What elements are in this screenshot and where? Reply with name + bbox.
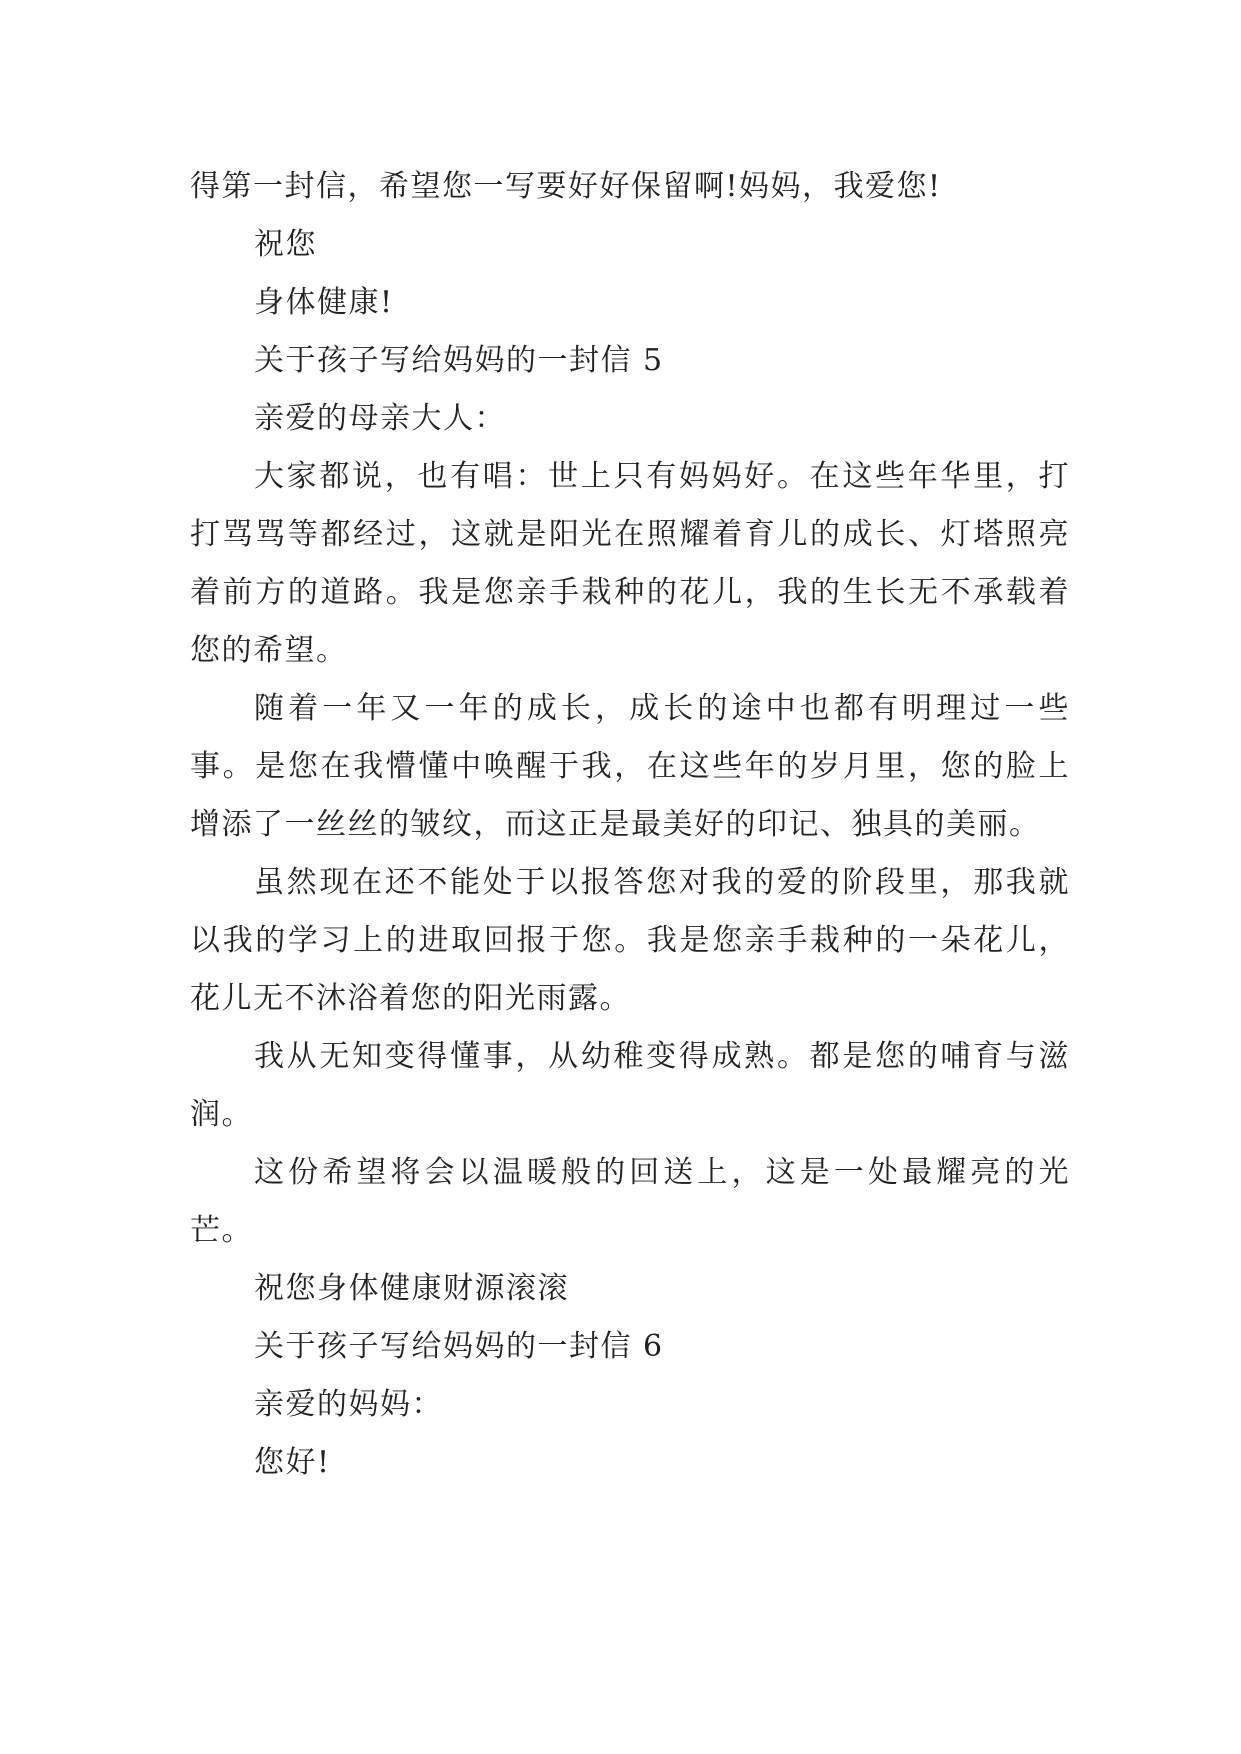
letter-body (190, 158, 1070, 1492)
section-heading: 关于孩子写给妈妈的一封信 6 (254, 1329, 664, 1364)
salutation: 亲爱的母亲大人： (254, 401, 506, 436)
paragraph: 大家都说，也有唱：世上只有妈妈好。在这些年华里，打打骂骂等都经过，这就是阳光在照耀着育儿的成长、灯塔照亮着前方的道路。我是您亲手栽种的花儿，我的生长无不承载着您的希望。 (190, 459, 1070, 668)
salutation: 亲爱的妈妈： (254, 1387, 443, 1422)
paragraph: 祝您 (254, 227, 317, 262)
paragraph: 这份希望将会以温暖般的回送上，这是一处最耀亮的光芒。 (190, 1155, 1070, 1248)
paragraph: 身体健康! (254, 285, 394, 320)
paragraph: 我从无知变得懂事，从幼稚变得成熟。都是您的哺育与滋润。 (190, 1039, 1070, 1132)
closing: 祝您身体健康财源滚滚 (254, 1271, 569, 1306)
greeting: 您好! (254, 1445, 331, 1480)
paragraph: 得第一封信，希望您一写要好好保留啊!妈妈，我爱您! (190, 169, 942, 204)
paragraph: 虽然现在还不能处于以报答您对我的爱的阶段里，那我就以我的学习上的进取回报于您。我是您亲手栽种的一朵花儿，花儿无不沐浴着您的阳光雨露。 (190, 865, 1070, 1016)
paragraph: 随着一年又一年的成长，成长的途中也都有明理过一些事。是您在我懵懂中唤醒于我，在这些年的岁月里，您的脸上增添了一丝丝的皱纹，而这正是最美好的印记、独具的美丽。 (190, 691, 1070, 842)
section-heading: 关于孩子写给妈妈的一封信 5 (254, 343, 664, 378)
